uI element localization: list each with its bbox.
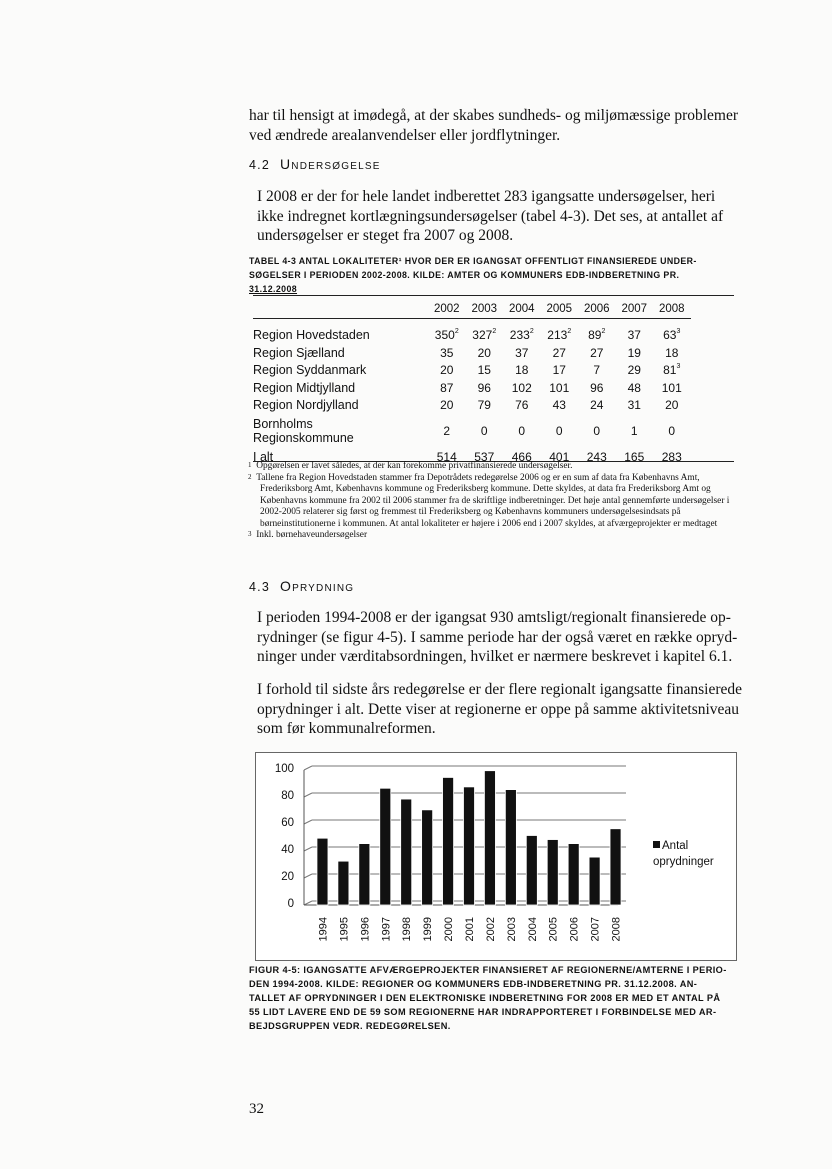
year-header: 2002 — [433, 302, 460, 315]
table-cell: 15 — [477, 363, 491, 378]
table-cell: 1 — [630, 424, 638, 438]
table-cell: 20 — [440, 363, 454, 378]
bar-2007 — [589, 857, 600, 905]
caption-line: 55 LIDT LAVERE END DE 59 SOM REGIONERNE HAR INDRAPPORTERET I FORBINDELSE MED AR- — [249, 1007, 717, 1017]
table-cell: 101 — [661, 380, 682, 395]
x-tick-label: 2006 — [568, 917, 581, 942]
text-line: ninger under værditabsordningen, hvilket er nærmere beskrevet i kapitel 6.1. — [257, 648, 733, 665]
caption-line: FIGUR 4-5: IGANGSATTE AFVÆRGEPROJEKTER FINANSIERET AF REGIONERNE/AMTERNE I PERIO- — [249, 965, 727, 975]
bar-2000 — [443, 777, 454, 905]
row-label: Region Hovedstaden — [253, 328, 370, 343]
bar-2008 — [610, 829, 621, 905]
table-cell: 18 — [515, 363, 529, 378]
text-line: I forhold til sidste års redegørelse er der flere regionalt igangsatte finansierede — [257, 681, 743, 698]
bar-1994 — [317, 838, 328, 905]
table-footnotes — [248, 461, 748, 542]
x-tick-label: 2008 — [610, 917, 623, 942]
x-tick-label: 2003 — [505, 917, 518, 942]
paragraph-4-3b — [257, 680, 777, 739]
table-cell: 18 — [665, 345, 679, 360]
table-cell: 17 — [552, 363, 566, 378]
table-cell: 0 — [518, 424, 526, 438]
y-tick-label: 80 — [281, 790, 294, 802]
y-tick-label: 20 — [281, 871, 294, 883]
x-tick-label: 2007 — [589, 917, 602, 942]
bar-2006 — [568, 844, 579, 905]
section-number: 4.2 — [249, 158, 270, 172]
caption-line: DEN 1994-2008. KILDE: REGIONER OG KOMMUNERS EDB-INDBERETNING PR. 31.12.2008. AN- — [249, 979, 698, 989]
footnote-2: $^2$ Tallene fra Region Hovedstaden stammer fra Depotrådets redegørelse 2006 og er en sum af data fra Københavns Amt, Frederiksborg Amt, Københavns kommune og Frederiksberg kommune. Dette skyldes, at data fra Frederiksborg Amt og Københavns kommune fra 2002 til 2006 stammer fra de skriftlige indberetninger. Det høje antal gennemførte undersøgelser i 2002-2005 relaterer sig først og fremmest til Frederiksberg og Københavns kommuners undersøgelsesindsats på børneinstitutionerne i kommunen. At antal lokaliteter er højere i 2006 end i 2007 skyldes, at afværgeprojekter er medtaget — [248, 472, 730, 529]
table-cell: 537 — [474, 449, 495, 464]
x-tick-label: 2005 — [547, 917, 560, 942]
legend-label: Antal — [662, 840, 689, 852]
year-header: 2003 — [471, 302, 498, 315]
caption-line: SØGELSER I PERIODEN 2002-2008. KILDE: AMTER OG KOMMUNERS EDB-INDBERETNING PR. — [249, 270, 680, 280]
table-cell: 101 — [549, 380, 570, 395]
table-cell: 96 — [477, 380, 491, 395]
table-cell: $81^3$ — [663, 363, 681, 378]
row-label: Region Midtjylland — [253, 380, 356, 395]
table-top-rule — [253, 295, 734, 296]
x-tick-label: 2000 — [443, 917, 456, 942]
chart-frame — [255, 752, 737, 961]
table-cell: 43 — [552, 398, 566, 413]
table-cell: 514 — [436, 449, 457, 464]
table-cell: 20 — [665, 398, 679, 413]
y-tick-label: 0 — [287, 898, 294, 910]
gridline — [304, 793, 312, 797]
y-tick-label: 40 — [281, 844, 294, 856]
bar-chart — [256, 753, 736, 960]
section-title: Oprydning — [279, 578, 355, 594]
bar-2002 — [484, 771, 495, 905]
table-row — [253, 379, 691, 397]
bar-2004 — [526, 836, 537, 906]
row-label: Region Nordjylland — [253, 398, 359, 413]
gridline — [304, 820, 312, 824]
x-tick-label: 1998 — [401, 917, 414, 942]
table-cell: 27 — [590, 345, 604, 360]
text-line: rydninger (se figur 4-5). I samme periode har der også været en række opryd- — [257, 628, 738, 646]
table-row — [253, 327, 691, 345]
x-tick-label: 1994 — [317, 917, 330, 942]
page-number: 32 — [249, 1101, 264, 1117]
year-header: 2006 — [583, 302, 610, 315]
bar-1996 — [359, 844, 370, 905]
footnote-1: $^1$ Opgørelsen er lavet således, at der kan forekomme privatfinansierede undersøgelser. — [248, 461, 573, 471]
table-cell: $327^2$ — [472, 328, 497, 343]
legend-swatch — [653, 841, 660, 848]
table-cell: 243 — [586, 449, 607, 464]
bar-2003 — [505, 790, 516, 905]
table-row — [253, 414, 691, 448]
year-header: 2005 — [546, 302, 573, 315]
table-cell: $63^3$ — [663, 328, 681, 343]
text-line: oprydninger i alt. Dette viser at regionerne er oppe på samme aktivitetsniveau — [257, 700, 740, 718]
bar-1999 — [422, 810, 433, 905]
section-title: Undersøgelse — [279, 156, 381, 172]
y-tick-label: 100 — [274, 763, 294, 775]
section-heading-4-3 — [249, 578, 354, 594]
bar-1997 — [380, 788, 391, 905]
bar-1995 — [338, 861, 349, 905]
gridline — [304, 766, 312, 770]
bar-2001 — [464, 787, 475, 905]
table-cell: 0 — [668, 424, 676, 438]
text-line: har til hensigt at imødegå, at der skabes sundheds- og miljømæssige problemer — [249, 107, 739, 124]
table-cell: 0 — [593, 424, 601, 438]
table-cell: 37 — [515, 345, 529, 360]
x-tick-label: 1995 — [338, 917, 351, 942]
paragraph-4-3a — [257, 608, 777, 667]
gridline — [304, 874, 312, 878]
table-cell: 31 — [627, 398, 641, 413]
caption-line: TALLET AF OPRYDNINGER I DEN ELEKTRONISKE INDBERETNING FOR 2008 ER MED ET ANTAL PÅ — [249, 993, 721, 1003]
table-caption — [249, 254, 769, 296]
text-line: I 2008 er der for hele landet indberettet 283 igangsatte undersøgelser, heri — [257, 188, 716, 205]
table-cell: 0 — [555, 424, 563, 438]
table-cell: 79 — [477, 398, 491, 413]
table-row — [253, 362, 691, 380]
intro-paragraph — [249, 106, 769, 145]
bar-2005 — [547, 840, 558, 905]
text-line: ikke indregnet kortlægningsundersøgelser (tabel 4-3). Det ses, at antallet af — [257, 207, 724, 225]
legend-label: oprydninger — [653, 856, 714, 868]
text-line: ved ændrede arealanvendelser eller jordflytninger. — [249, 126, 561, 144]
table-cell: 19 — [627, 345, 641, 360]
table-cell: 102 — [511, 380, 532, 395]
section-number: 4.3 — [249, 580, 270, 594]
year-header: 2008 — [658, 302, 685, 315]
footnote-3: $^3$ Inkl. børnehaveundersøgelser — [248, 530, 368, 540]
row-label: Region Syddanmark — [253, 363, 367, 378]
table-row — [253, 397, 691, 415]
table-cell: 20 — [440, 398, 454, 413]
text-line: undersøgelser er steget fra 2007 og 2008. — [257, 227, 514, 244]
section-heading-4-2 — [249, 156, 381, 172]
x-tick-label: 1997 — [380, 917, 393, 942]
y-tick-label: 60 — [281, 817, 294, 829]
table-cell: 87 — [440, 380, 454, 395]
caption-line: TABEL 4-3 ANTAL LOKALITETER¹ HVOR DER ER IGANGSAT OFFENTLIGT FINANSIEREDE UNDER- — [249, 256, 697, 266]
table-cell: 0 — [480, 424, 488, 438]
year-header: 2007 — [621, 302, 648, 315]
year-header: 2004 — [508, 302, 535, 315]
x-tick-label: 1996 — [359, 917, 372, 942]
table-cell: $233^2$ — [509, 328, 534, 343]
text-line: I perioden 1994-2008 er der igangsat 930 amtsligt/regionalt finansierede op- — [257, 609, 731, 626]
table-cell: $350^2$ — [434, 328, 459, 343]
table-row — [253, 344, 691, 362]
table-cell: 37 — [627, 328, 641, 343]
table-cell: 29 — [627, 363, 641, 378]
table-cell: 27 — [552, 345, 566, 360]
table-cell: 20 — [477, 345, 491, 360]
x-tick-label: 1999 — [422, 917, 435, 942]
caption-line: 31.12.2008 — [249, 284, 298, 294]
paragraph-4-2 — [257, 187, 777, 246]
table-cell: $213^2$ — [547, 328, 572, 343]
figure-caption — [249, 963, 779, 1033]
table-cell: 466 — [511, 449, 532, 464]
table-cell: 48 — [627, 380, 641, 395]
text-line: som før kommunalreformen. — [257, 720, 436, 737]
table-cell: 283 — [661, 449, 682, 464]
table-cell: 96 — [590, 380, 604, 395]
data-table — [253, 300, 691, 466]
row-label: Region Sjælland — [253, 345, 345, 360]
x-tick-label: 2001 — [464, 917, 476, 942]
table-cell: $89^2$ — [588, 328, 606, 343]
table-cell: 24 — [590, 398, 604, 413]
table-cell: 76 — [515, 398, 529, 413]
gridline — [304, 847, 312, 851]
row-label: I alt — [253, 449, 274, 464]
table-cell: 165 — [624, 449, 645, 464]
table-cell: 7 — [593, 363, 601, 378]
gridline — [304, 901, 312, 905]
table-cell: 2 — [443, 424, 451, 438]
row-label: Bornholms Regionskommune — [253, 417, 354, 445]
table-cell: 35 — [440, 345, 454, 360]
bar-1998 — [401, 799, 412, 905]
x-tick-label: 2004 — [526, 917, 539, 942]
table-header-row — [253, 300, 691, 318]
caption-line: BEJDSGRUPPEN VEDR. REDEGØRELSEN. — [249, 1021, 451, 1031]
x-tick-label: 2002 — [484, 917, 497, 942]
table-cell: 401 — [549, 449, 570, 464]
